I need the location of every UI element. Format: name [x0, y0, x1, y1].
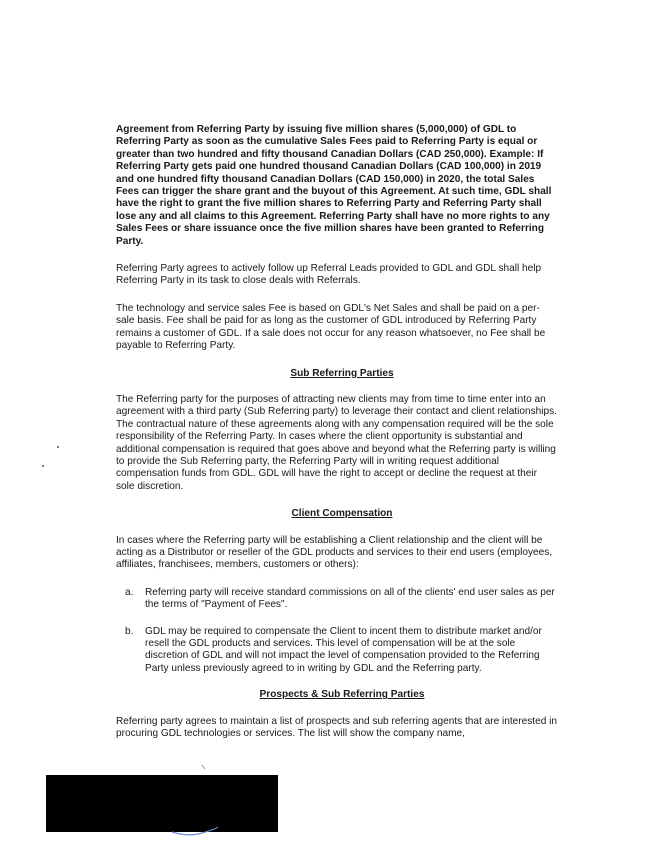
- list-marker: a.: [125, 586, 134, 598]
- pen-stroke-mark: [170, 824, 220, 838]
- list-item: [116, 626, 558, 676]
- intro-bold-paragraph: Agreement from Referring Party by issuing five million shares (5,000,000) of GDL to Referring Party as soon as the cumulative Sales Fees paid to Referring Party is equal or greater than two hundred and fifty thousand Canadian Dollars (CAD 250,000). Example: If Referring Party gets paid one hundred thousand Canadian Dollars (CAD 100,000) in 2019 and one hundred fifty thousand Canadian Dollars (CAD 150,000) in 2020, the total Sales Fees can trigger the share grant and the buyout of this Agreement. At such time, GDL shall have the right to grant the five million shares to Referring Party and Referring Party shall lose any and all claims to this Agreement. Referring Party shall have no more rights to any Sales Fees or share issuance once the five million shares have been granted to Referring Party.: [116, 124, 552, 247]
- redaction-block: [46, 775, 278, 832]
- prospects-paragraph: Referring party agrees to maintain a list of prospects and sub referring agents that are interested in procuring GDL technologies or services. The list will show the company name,: [116, 715, 558, 740]
- list-marker: b.: [125, 625, 134, 637]
- tick-mark: [200, 764, 208, 772]
- client-compensation-paragraph: In cases where the Referring party will be establishing a Client relationship and the client will be acting as a Distributor or reseller of the GDL products and services to their end users (employees, affiliates, franchisees, members, customers or others):: [116, 534, 553, 571]
- sub-referring-paragraph: The Referring party for the purposes of attracting new clients may from time to time enter into an agreement with a third party (Sub Referring party) to leverage their contact and client relationships. The contractual nature of these agreements along with any compensation required will be the sole responsibility of the Referring Party. In cases where the client opportunity is substantial and additional compensation is required that goes above and beyond what the Referring party is willing to provide the Sub Referring party, the Referring Party will in writing request additional compensation funds from GDL. GDL will have the right to accept or decline the request at their sole discretion.: [116, 393, 557, 492]
- speck-mark: [41, 464, 45, 468]
- speck-mark: [56, 445, 60, 449]
- client-compensation-heading: Client Compensation: [291, 508, 393, 520]
- sub-referring-heading: Sub Referring Parties: [290, 367, 394, 379]
- document-body: [116, 124, 558, 755]
- fee-basis-paragraph: The technology and service sales Fee is based on GDL's Net Sales and shall be paid on a per-sale basis. Fee shall be paid for as long as the customer of GDL introduced by Referring Party remains a customer of GDL. If a sale does not occur for any reason whatsoever, no Fee shall be payable to Referring Party.: [116, 302, 546, 352]
- list-item-text: GDL may be required to compensate the Client to incent them to distribute market and/or resell the GDL products and services. This level of compensation will be at the sole discretion of GDL and will not impact the level of compensation provided to the Referring Party unless previously agreed to in writing by GDL and the Referring party.: [145, 625, 542, 674]
- list-item-text: Referring party will receive standard commissions on all of the clients' end user sales as per the terms of "Payment of Fees".: [145, 586, 555, 611]
- prospects-heading: Prospects & Sub Referring Parties: [259, 689, 425, 701]
- list-item: [116, 587, 558, 612]
- follow-up-paragraph: Referring Party agrees to actively follow up Referral Leads provided to GDL and GDL shall help Referring Party in its task to close deals with Referrals.: [116, 263, 542, 287]
